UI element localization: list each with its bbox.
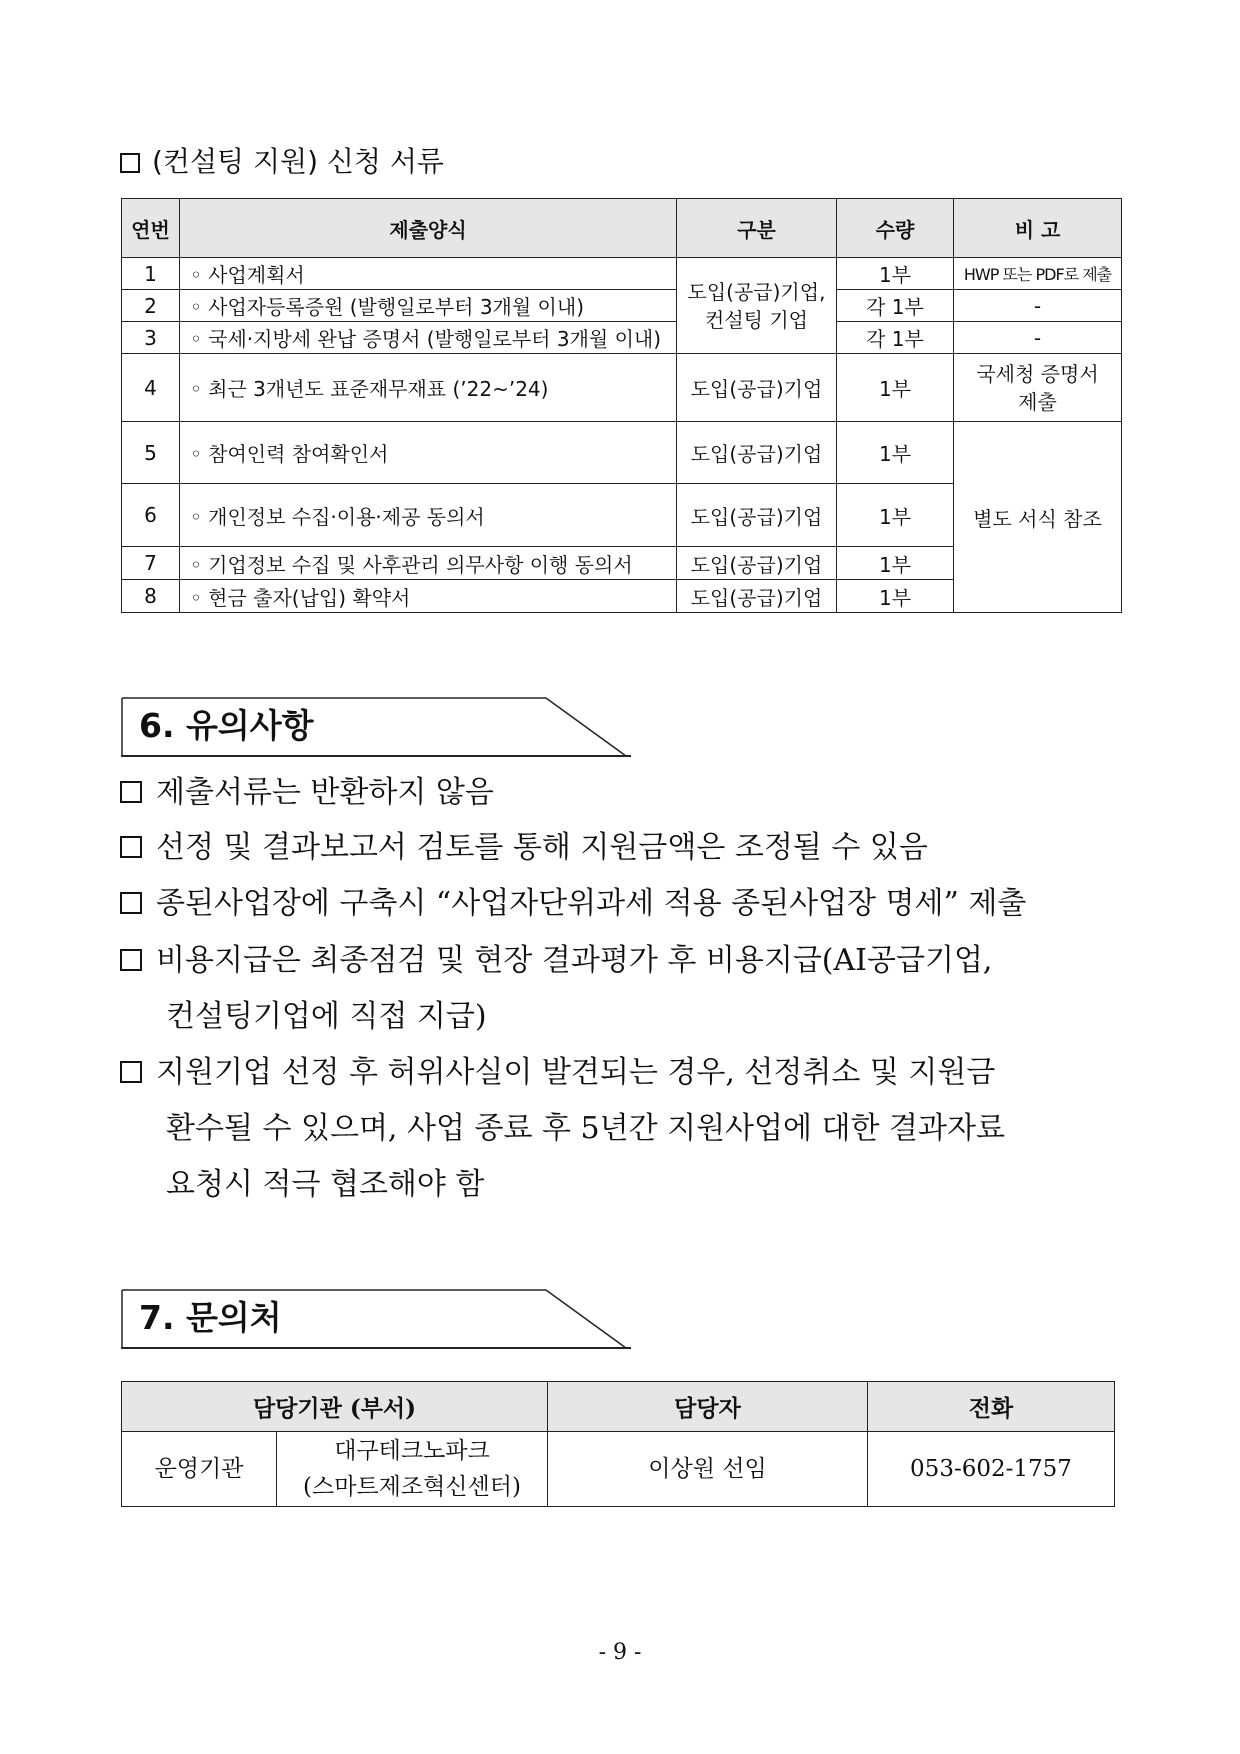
notice-item-continuation: 컨설팅기업에 직접 지급) [166, 999, 487, 1034]
checkbox-square-icon [120, 949, 142, 971]
org-type: 운영기관 [122, 1432, 277, 1507]
section-7-title: 7. 문의처 [139, 1298, 282, 1337]
col-header-qty: 수량 [837, 199, 954, 258]
consulting-docs-heading: (컨설팅 지원) 신청 서류 [120, 145, 444, 179]
checkbox-square-icon [120, 1061, 142, 1083]
notice-item: 지원기업 선정 후 허위사실이 발견되는 경우, 선정취소 및 지원금 [120, 1054, 995, 1092]
section-6-title: 6. 유의사항 [139, 706, 314, 745]
consulting-docs-table [121, 198, 1122, 613]
table-row: 3 ◦ 국세·지방세 완납 증명서 (발행일로부터 3개월 이내) 각 1부 - [122, 322, 1122, 354]
table-header-row [122, 1382, 1115, 1432]
col-header-phone: 전화 [868, 1382, 1115, 1432]
table-row [122, 1432, 1115, 1507]
merged-category-cell: 도입(공급)기업, 컨설팅 기업 [677, 258, 837, 354]
table-row: 2 ◦ 사업자등록증원 (발행일로부터 3개월 이내) 각 1부 - [122, 290, 1122, 322]
table-row: 4 ◦ 최근 3개년도 표준재무재표 (’22~’24) 도입(공급)기업 1부 국세청 증명서 제출 [122, 354, 1122, 422]
notice-item-continuation: 요청시 적극 협조해야 함 [166, 1167, 485, 1202]
contact-table [121, 1381, 1115, 1507]
table-row: 1 ◦ 사업계획서 도입(공급)기업, 컨설팅 기업 1부 HWP 또는 PDF로 제출 [122, 258, 1122, 290]
table-row: 7 ◦ 기업정보 수집 및 사후관리 의무사항 이행 동의서 도입(공급)기업 1부 [122, 547, 1122, 580]
table-row: 6 ◦ 개인정보 수집·이용·제공 동의서 도입(공급)기업 1부 [122, 484, 1122, 547]
notice-item: 비용지급은 최종점검 및 현장 결과평가 후 비용지급(AI공급기업, [120, 942, 992, 980]
col-header-org: 담당기관 (부서) [122, 1382, 548, 1432]
checkbox-square-icon [120, 153, 140, 173]
col-header-no: 연번 [122, 199, 180, 258]
table-header-row [122, 199, 1122, 258]
contact-phone: 053-602-1757 [868, 1432, 1115, 1507]
col-header-person: 담당자 [548, 1382, 868, 1432]
col-header-form: 제출양식 [180, 199, 677, 258]
table-row: 5 ◦ 참여인력 참여확인서 도입(공급)기업 1부 별도 서식 참조 [122, 422, 1122, 484]
org-name: 대구테크노파크 (스마트제조혁신센터) [277, 1432, 548, 1507]
notice-item: 제출서류는 반환하지 않음 [120, 774, 494, 812]
section-7-heading [121, 1288, 631, 1350]
contact-person: 이상원 선임 [548, 1432, 868, 1507]
checkbox-square-icon [120, 781, 142, 803]
table-row: 8 ◦ 현금 출자(납입) 확약서 도입(공급)기업 1부 [122, 580, 1122, 613]
notice-item: 선정 및 결과보고서 검토를 통해 지원금액은 조정될 수 있음 [120, 829, 928, 867]
col-header-category: 구분 [677, 199, 837, 258]
col-header-note: 비 고 [954, 199, 1122, 258]
checkbox-square-icon [120, 892, 142, 914]
notice-item-continuation: 환수될 수 있으며, 사업 종료 후 5년간 지원사업에 대한 결과자료 [166, 1111, 1005, 1146]
notice-item: 종된사업장에 구축시 “사업자단위과세 적용 종된사업장 명세” 제출 [120, 885, 1026, 923]
checkbox-square-icon [120, 836, 142, 858]
section-6-heading [121, 696, 631, 758]
page-number: - 9 - [598, 1640, 642, 1665]
merged-note-cell: 별도 서식 참조 [954, 422, 1122, 613]
